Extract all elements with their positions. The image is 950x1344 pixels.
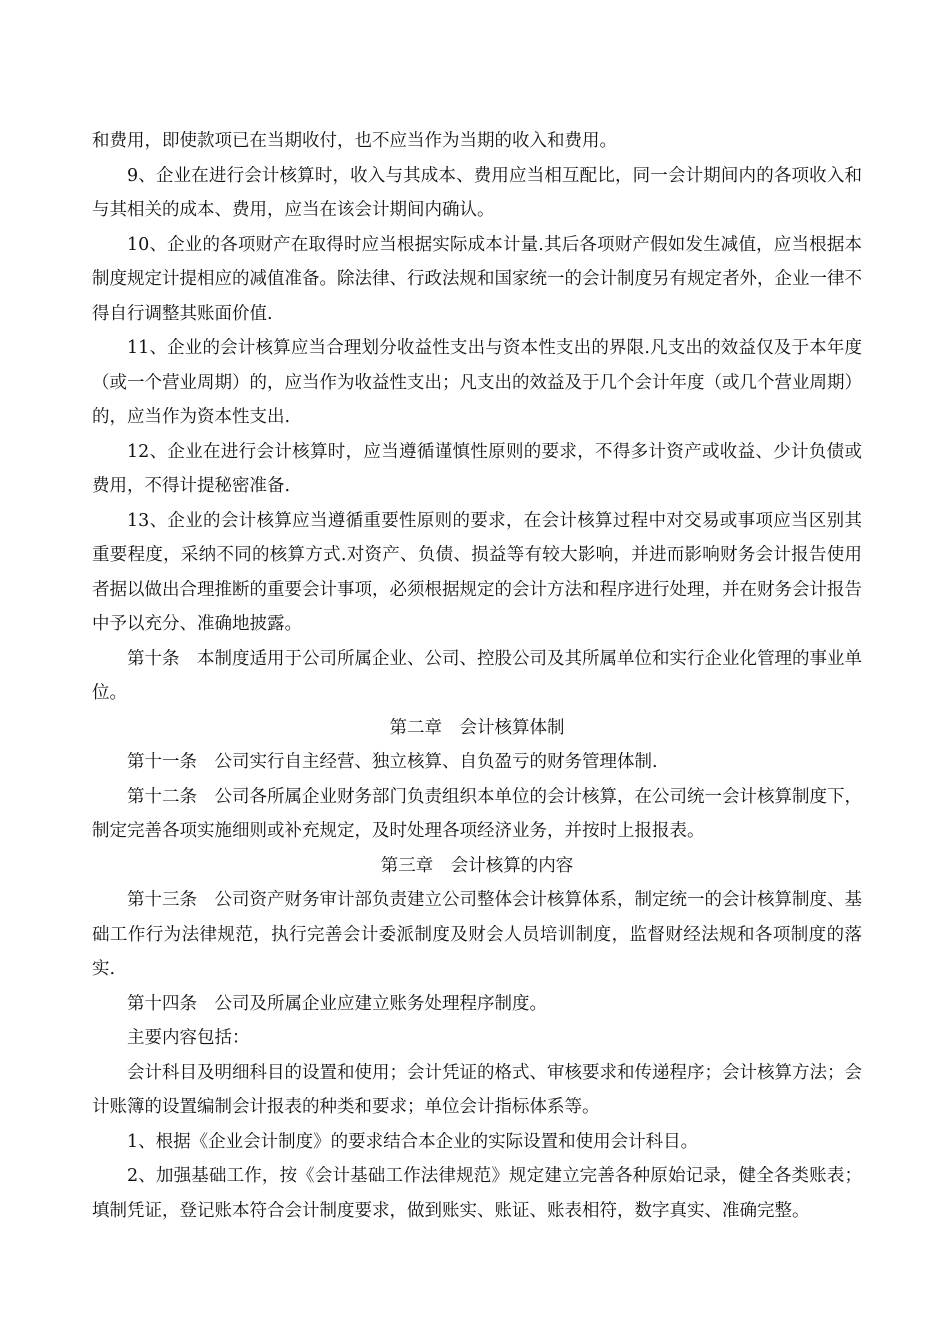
article-12: 第十二条 公司各所属企业财务部门负责组织本单位的会计核算，在公司统一会计核算制度下，制定完善各项实施细则或补充规定，及时处理各项经济业务，并按时上报报表。 [92,786,862,841]
article-11: 第十一条 公司实行自主经营、独立核算、自负盈亏的财务管理体制. [127,752,658,772]
main-content-list: 会计科目及明细科目的设置和使用；会计凭证的格式、审核要求和传递程序；会计核算方法；会计账簿的设置编制会计报表的种类和要求；单位会计指标体系等。 [92,1062,862,1117]
article-10: 第十条 本制度适用于公司所属企业、公司、控股公司及其所属单位和实行企业化管理的事业单位。 [92,648,862,703]
list-item-1: 1、根据《企业会计制度》的要求结合本企业的实际设置和使用会计科目。 [127,1131,699,1152]
main-content-heading: 主要内容包括： [127,1028,250,1048]
paragraph-item-9: 9、企业在进行会计核算时，收入与其成本、费用应当相互配比，同一会计期间内的各项收入和与其相关的成本、费用，应当在该会计期间内确认。 [92,165,862,220]
paragraph-item-10: 10、企业的各项财产在取得时应当根据实际成本计量.其后各项财产假如发生减值，应当根据本制度规定计提相应的减值准备。除法律、行政法规和国家统一的会计制度另有规定者外，企业一律不得自行调整其账面价值. [92,234,862,324]
article-14: 第十四条 公司及所属企业应建立账务处理程序制度。 [127,993,547,1014]
document-body [92,124,862,1228]
paragraph-item-13: 13、企业的会计核算应当遵循重要性原则的要求，在会计核算过程中对交易或事项应当区别其重要程度，采纳不同的核算方式.对资产、负债、损益等有较大影响，并进而影响财务会计报告使用者据以做出合理推断的重要会计事项，必须根据规定的会计方法和程序进行处理，并在财务会计报告中予以充分、准确地披露。 [92,510,862,634]
list-item-2: 2、加强基础工作，按《会计基础工作法律规范》规定建立完善各种原始记录，健全各类账表；填制凭证，登记账本符合会计制度要求，做到账实、账证、账表相符，数字真实、准确完整。 [92,1166,862,1221]
paragraph-item-12: 12、企业在进行会计核算时，应当遵循谨慎性原则的要求，不得多计资产或收益、少计负债或费用，不得计提秘密准备. [92,441,862,496]
paragraph-continuation: 和费用，即使款项已在当期收付，也不应当作为当期的收入和费用。 [92,131,617,151]
paragraph-item-11: 11、企业的会计核算应当合理划分收益性支出与资本性支出的界限.凡支出的效益仅及于本年度（或一个营业周期）的，应当作为收益性支出；凡支出的效益及于几个会计年度（或几个营业周期）的，应当作为资本性支出. [92,338,862,427]
chapter-2-heading: 第二章 会计核算体制 [389,717,565,738]
article-13: 第十三条 公司资产财务审计部负责建立公司整体会计核算体系，制定统一的会计核算制度、基础工作行为法律规范，执行完善会计委派制度及财会人员培训制度，监督财经法规和各项制度的落实. [92,890,862,979]
chapter-3-heading: 第三章 会计核算的内容 [380,855,574,876]
